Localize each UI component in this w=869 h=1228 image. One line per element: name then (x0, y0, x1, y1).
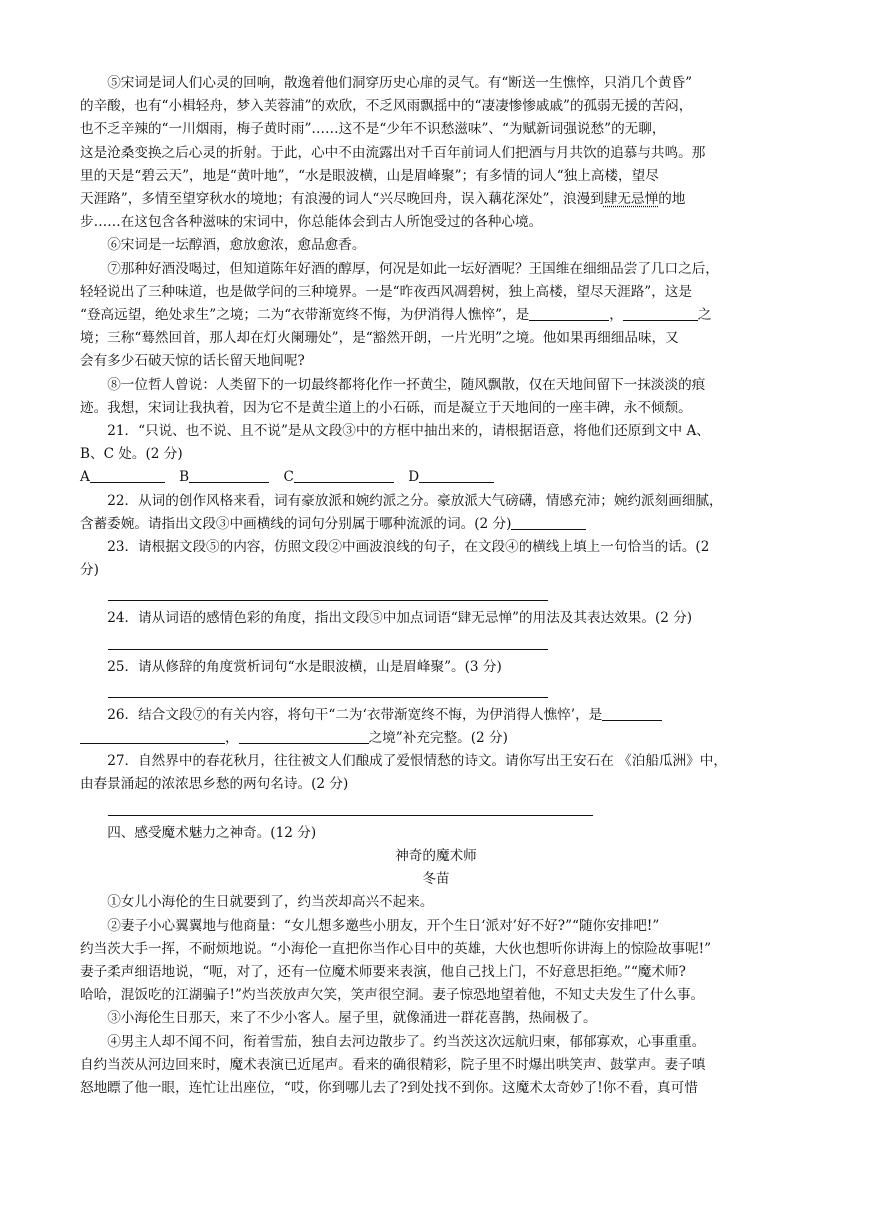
q21-label-c: C (283, 469, 294, 486)
p7-line5: 会有多少石破天惊的话长留天地间呢? (80, 353, 305, 370)
q23-line1: 23．请根据文段⑤的内容，仿照文段②中画波浪线的句子，在文段④的横线上填上一句恰当的话。(2 (107, 539, 710, 556)
q26-text-c: 之境”补充完整。(2 分) (368, 730, 508, 747)
p7-line3-b: ， (609, 307, 623, 324)
story-author: 冬苗 (422, 871, 450, 888)
q26-text-a: 26．结合文段⑦的有关内容，将句干“二为‘衣带渐宽终不悔，为伊消得人憔悴’，是 (107, 706, 603, 723)
story-para-4-line3: 怒地瞟了他一眼，连忙让出座位，“哎，你到哪儿去了?到处找不到你。这魔术太奇妙了!你不看，真可惜 (80, 1079, 698, 1096)
story-para-2-line3: 妻子柔声细语地说，“呃，对了，还有一位魔术师要来表演，他自己找上门，不好意思拒绝。”“魔术师? (80, 963, 686, 980)
q22-text: 含蓄委婉。请指出文段③中画横线的词句分别属于哪种流派的词。(2 分) (80, 515, 512, 532)
q25: 25．请从修辞的角度赏析词句“水是眼波横，山是眉峰聚”。(3 分) (107, 658, 502, 675)
p8-line2: 迹。我想，宋词让我执着，因为它不是黄尘道上的小石砾，而是凝立于天地间的一座丰碑，永不倾颓。 (80, 399, 692, 416)
q27-line1: 27．自然界中的春花秋月，往往被文人们酿成了爱恨情愁的诗文。请你写出王安石在 《泊船瓜洲》中， (107, 753, 727, 770)
p7-line3 (80, 304, 792, 327)
section4-heading: 四、感受魔术魅力之神奇。(12 分) (107, 824, 317, 841)
q22-line1: 22．从词的创作风格来看，词有豪放派和婉约派之分。豪放派大气磅礴，情感充沛；婉约派刻画细腻， (107, 492, 723, 509)
answer-blank[interactable] (602, 706, 662, 721)
p5-line4: 这是沧桑变换之后心灵的折射。于此，心中不由流露出对千百年前词人们把酒与月共饮的追慕与共鸣。那 (80, 144, 706, 161)
p5-line6 (80, 188, 792, 211)
answer-blank-b[interactable] (189, 468, 269, 483)
p7-line4: 境；三称“蓦然回首，那人却在灯火阑珊处”，是“豁然开朗，一片光明”之境。他如果再细细品味，又 (80, 330, 679, 347)
q27-answer-line[interactable] (108, 805, 593, 816)
story-para-2-line4: 哈哈，混饭吃的江湖骗子!”灼当茨放声欠笑，笑声很空洞。妻子惊恐地望着他，不知丈夫发生了什么事。 (80, 987, 705, 1004)
q21-line2: B、C 处。(2 分) (80, 446, 183, 463)
q26-line2 (80, 727, 792, 750)
answer-blank-a[interactable] (90, 468, 165, 483)
story-para-2-line2: 约当茨大手一挥，不耐烦地说。“小海伦一直把你当作心目中的英雄，大伙也想听你讲海上的惊险故事呢!” (80, 940, 712, 957)
answer-blank-c[interactable] (294, 468, 394, 483)
answer-blank[interactable] (529, 306, 609, 321)
q24-answer-line[interactable] (108, 639, 548, 650)
q27-line2: 由春景涌起的浓浓思乡愁的两句名诗。(2 分) (80, 776, 349, 793)
story-para-4-line2: 自约当茨从河边回来时，魔术表演已近尾声。看来的确很精彩，院子里不时爆出哄笑声、鼓掌声。妻子嗔 (80, 1056, 706, 1073)
q21-label-b: B (179, 469, 190, 486)
q21-answers (80, 466, 792, 489)
p7-line3-a: “登高远望，绝处求生”之境；二为“衣带渐宽终不悔，为伊消得人憔悴”，是 (80, 307, 530, 324)
p5-line5: 里的天是“碧云天”，地是“黄叶地”，“水是眼波横，山是眉峰聚”；有多情的词人“独上高楼，望尽 (80, 167, 659, 184)
q26-line1 (80, 704, 792, 727)
q22-line2 (80, 513, 792, 536)
p5-line3: 也不乏辛辣的“一川烟雨，梅子黄时雨”……这不是“少年不识愁滋味”、“为赋新词强说愁”的无聊， (80, 121, 666, 138)
p5-line6-b: 的地 (658, 191, 686, 208)
answer-blank-d[interactable] (419, 468, 494, 483)
q21-line1: 21．“只说、也不说、且不说”是从文段③中的方框中抽出来的，请根据语意，将他们还原到文中 A、 (107, 423, 710, 440)
q21-label-d: D (408, 469, 420, 486)
p8-line1: ⑧一位哲人曾说：人类留下的一切最终都将化作一抔黄尘，随风飘散，仅在天地间留下一抹淡淡的痕 (107, 376, 706, 393)
exam-page (80, 72, 792, 1100)
answer-blank[interactable] (239, 729, 369, 744)
q24: 24．请从词语的感情色彩的角度，指出文段⑤中加点词语“肆无忌惮”的用法及其表达效果。(2 分) (107, 610, 693, 627)
story-para-4-line1: ④男主人却不闻不问，衔着雪茄，独自去河边散步了。约当茨这次远航归柬，郁郁寡欢，心事重重。 (107, 1033, 706, 1050)
answer-blank[interactable] (511, 515, 586, 530)
p6: ⑥宋词是一坛醇酒，愈放愈浓，愈品愈香。 (107, 237, 366, 254)
answer-blank[interactable] (80, 729, 225, 744)
story-para-3: ③小海伦生日那天，来了不少小客人。屋子里，就像涌进一群花喜鹊，热闹极了。 (107, 1010, 597, 1027)
p7-line3-c: 之 (697, 307, 712, 324)
q23-answer-line[interactable] (108, 590, 548, 601)
p5-line6-a: 天涯路”，多情至望穿秋水的境地；有浪漫的词人“兴尽晚回舟，误入藕花深处”，浪漫到 (80, 191, 604, 208)
p5-line1: ⑤宋词是词人们心灵的回响，散逸着他们洞穿历史心扉的灵气。有“断送一生憔悴，只消几个黄昏” (107, 75, 693, 91)
answer-blank[interactable] (623, 306, 698, 321)
p5-line7: 步……在这包含各种滋味的宋词中，你总能体会到古人所饱受过的各种心境。 (80, 214, 543, 231)
dotted-word: 肆无忌惮 (603, 191, 659, 208)
story-para-1: ①女儿小海伦的生日就要到了，约当茨却高兴不起来。 (107, 894, 434, 911)
p5-line2: 的辛酸，也有“小楫轻舟，梦入芙蓉浦”的欢欣，不乏风雨飘摇中的“凄凄惨惨戚戚”的孤弱无援的苦闷， (80, 98, 693, 115)
story-title: 神奇的魔术师 (395, 847, 477, 864)
q23-line2: 分) (80, 562, 99, 579)
q21-label-a: A (80, 469, 90, 486)
q26-text-b: ， (225, 730, 239, 747)
p7-line2: 轻轻说出了三种味道，也是做学问的三种境界。一是“昨夜西风凋碧树，独上高楼，望尽天涯路”，这是 (80, 283, 693, 300)
q25-answer-line[interactable] (108, 687, 548, 698)
p7-line1: ⑦那种好酒没喝过，但知道陈年好酒的醇厚，何况是如此一坛好酒呢？王国维在细细品尝了几口之后， (107, 260, 719, 277)
story-para-2-line1: ②妻子小心翼翼地与他商量：“女儿想多邀些小朋友，开个生日‘派对’好不好?”“随你安排吧!” (107, 917, 660, 934)
